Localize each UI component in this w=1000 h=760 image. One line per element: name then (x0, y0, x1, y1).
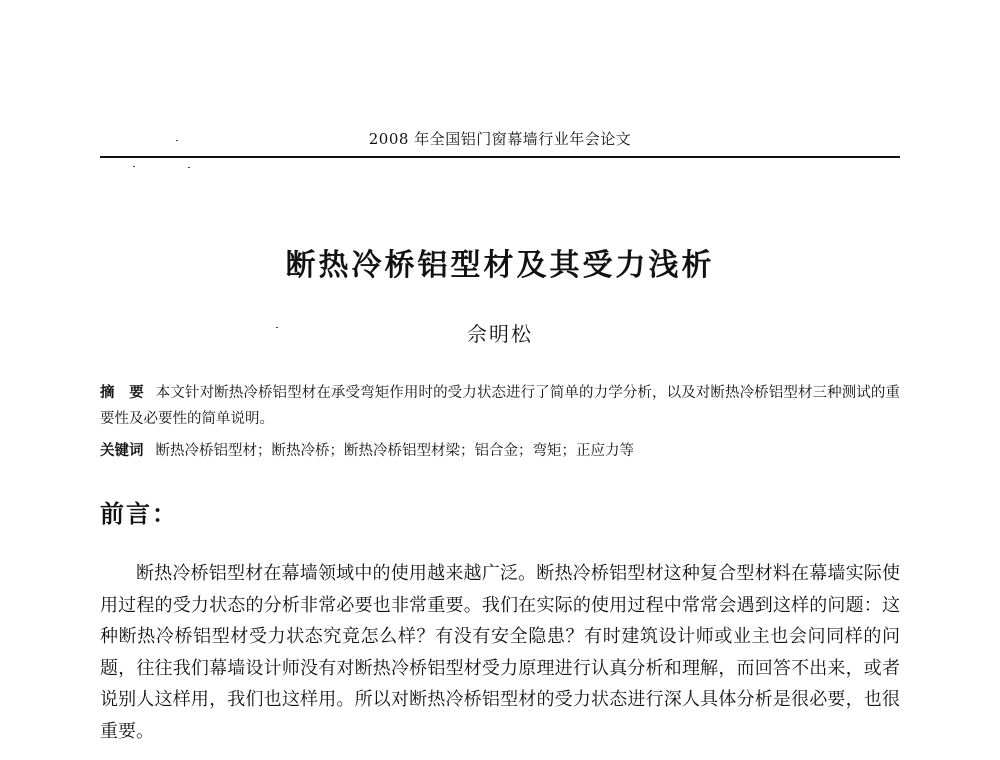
abstract-label: 摘 要 (100, 385, 144, 401)
keywords-text: 断热冷桥铝型材；断热冷桥；断热冷桥铝型材梁；铝合金；弯矩；正应力等 (155, 443, 634, 459)
paper-title: 断热冷桥铝型材及其受力浅析 (285, 248, 715, 283)
keywords-label: 关键词 (100, 443, 144, 459)
body-paragraph: 断热冷桥铝型材在幕墙领域中的使用越来越广泛。断热冷桥铝型材这种复合型材料在幕墙实际使用过程的受力状态的分析非常必要也非常重要。我们在实际的使用过程中常常会遇到这样的问题：这种断热冷桥铝型材受力状态究竟怎么样？有没有安全隐患？有时建筑设计师或业主也会问同样的问题，往往我们幕墙设计师没有对断热冷桥铝型材受力原理进行认真分析和理解，而回答不出来，或者说别人这样用，我们也这样用。所以对断热冷桥铝型材的受力状态进行深人具体分析是很必要，也很重要。 (100, 563, 900, 742)
scan-speck (176, 140, 178, 141)
keywords (100, 438, 900, 464)
header-rule (100, 156, 900, 158)
scan-speck (188, 167, 190, 168)
scan-speck (133, 166, 135, 167)
running-header: 2008 年全国铝门窗幕墙行业年会论文 (368, 130, 632, 148)
abstract (100, 380, 900, 432)
paper-author: 佘明松 (467, 322, 533, 346)
abstract-text: 本文针对断热冷桥铝型材在承受弯矩作用时的受力状态进行了简单的力学分析，以及对断热冷桥铝型材三种测试的重要性及必要性的简单说明。 (100, 385, 901, 427)
section-heading: 前言： (100, 500, 178, 528)
